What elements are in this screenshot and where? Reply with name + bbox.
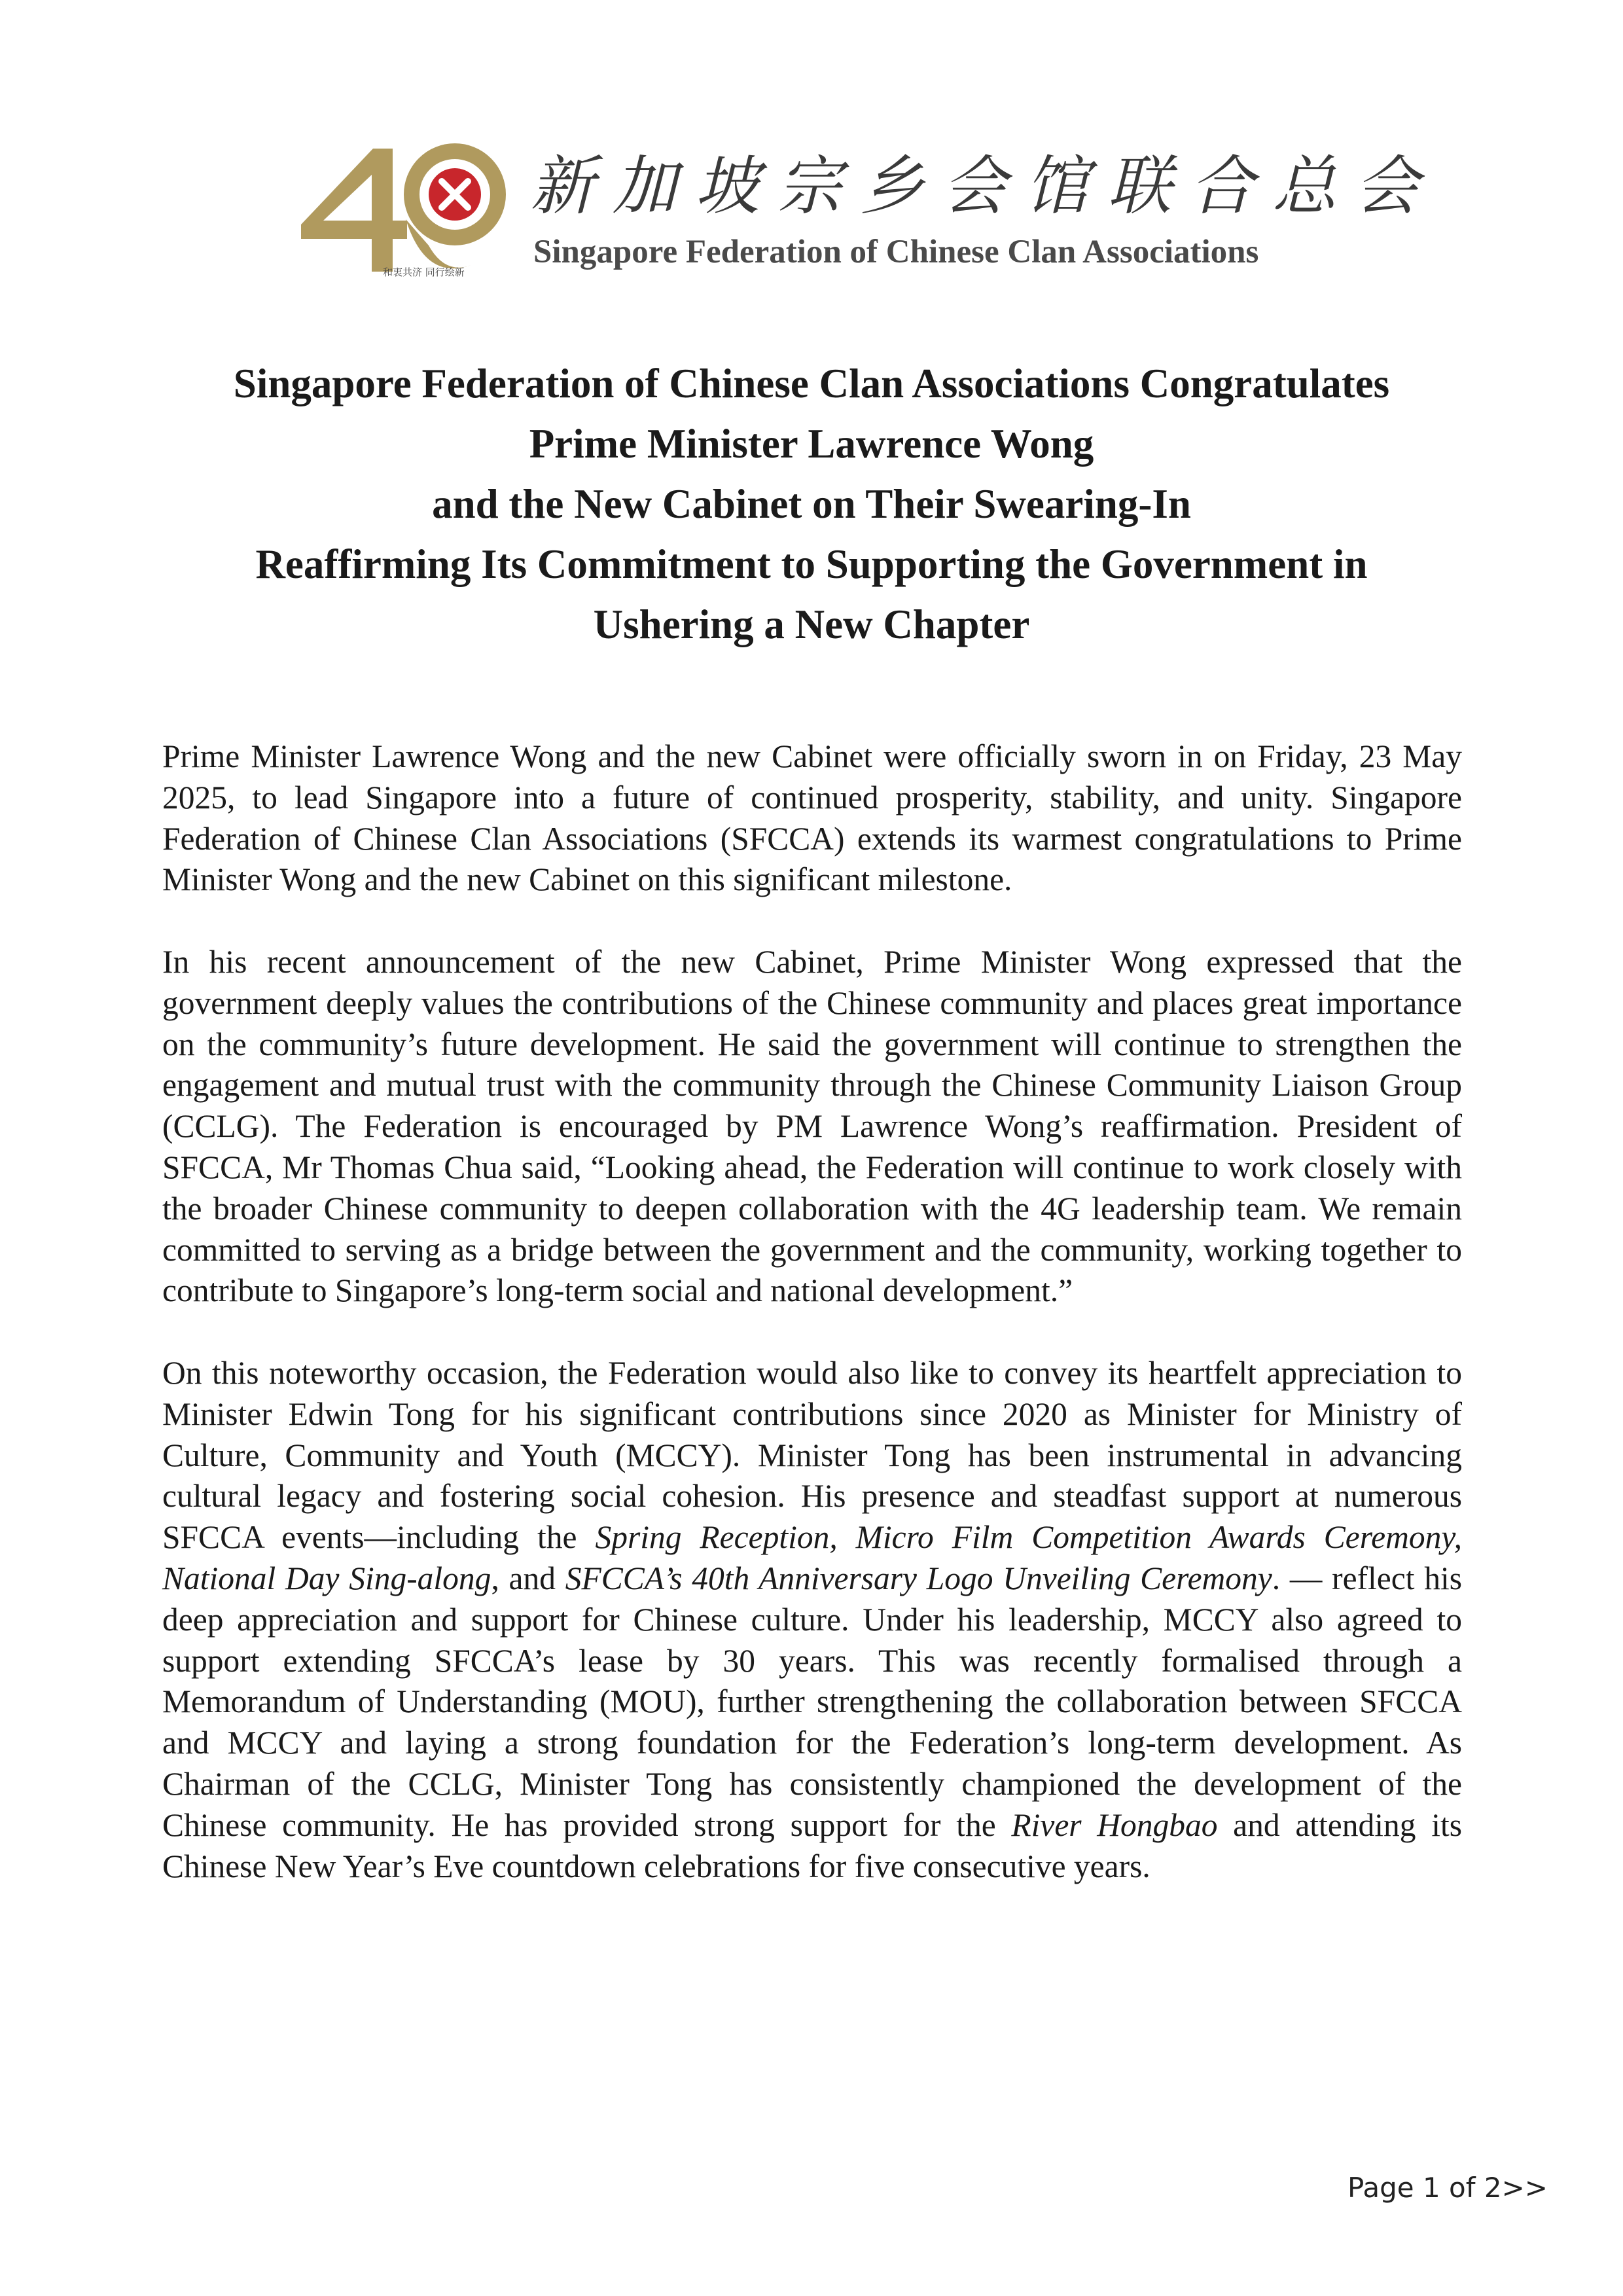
paragraph-1: Prime Minister Lawrence Wong and the new Cabinet were officially sworn in on Friday, 23 May 2025, to lead Singapore into a future of continued prosperity, stability, and unity. Singapore Federation of Chinese Clan Associations (SFCCA) extends its warmest congratulations to Prime Minister Wong and the new Cabinet on this significant milestone. [162, 738, 1462, 898]
page-indicator: Page 1 of 2>> [1347, 2172, 1548, 2204]
logo-english-name: Singapore Federation of Chinese Clan Associations [533, 234, 1259, 270]
logo-chinese-name: 新加坡宗乡会馆联合总会 [530, 149, 1438, 224]
paragraph-3 [162, 1353, 1462, 1887]
title-line-1: Singapore Federation of Chinese Clan Associations Congratulates [233, 361, 1390, 406]
event-names-italic: Spring Reception, Micro Film Competition Awards Ceremony, National Day Sing-along [162, 1519, 1462, 1596]
river-hongbao-italic: River Hongbao [1011, 1806, 1218, 1843]
gold-four-glyph [301, 149, 407, 272]
press-release-title [118, 353, 1505, 655]
title-line-5: Ushering a New Chapter [593, 601, 1030, 647]
title-line-4: Reaffirming Its Commitment to Supporting the Government in [255, 541, 1368, 587]
paragraph-2: In his recent announcement of the new Cabinet, Prime Minister Wong expressed that the government deeply values the contributions of the Chinese community and places great importance on the community’s future development. He said the government will continue to strengthen the engagement and mutual trust with the community through the Chinese Community Liaison Group (CCLG). The Federation is encouraged by PM Lawrence Wong’s reaffirmation. President of SFCCA, Mr Thomas Chua said, “Looking ahead, the Federation will continue to work closely with the broader Chinese community to deepen collaboration with the 4G leadership team. We remain committed to serving as a bridge between the government and the community, working together to contribute to Singapore’s long-term social and national development.” [162, 943, 1462, 1309]
paragraph-3-text: , and [491, 1560, 565, 1596]
ceremony-name-italic: SFCCA’s 40th Anniversary Logo Unveiling Ceremony [565, 1560, 1272, 1596]
paragraph-3-text: On this noteworthy occasion, the Federation would also like to convey its heartfelt appreciation to Minister Edwin Tong for his significant contributions since 2020 as Minister for Ministry of Culture, Community and Youth (MCCY). Minister Tong has been instrumental in advancing cultural legacy and fostering social cohesion. His presence and steadfast support at numerous SFCCA events—including the [162, 1354, 1462, 1556]
logo-tagline: 和衷共济 同行绘新 [383, 266, 465, 278]
press-release-body [162, 736, 1462, 1928]
federation-logo [294, 141, 1438, 291]
title-line-2: Prime Minister Lawrence Wong [529, 421, 1094, 467]
paragraph-3-text: and attending its Chinese New Year’s Eve countdown celebrations for five consecutive years. [162, 1806, 1462, 1884]
paragraph-3-text: . — reflect his deep appreciation and support for Chinese culture. Under his leadership, MCCY also agreed to support extending SFCCA’s lease by 30 years. This was recently formalised through a Memorandum of Understanding (MOU), further strengthening the collaboration between SFCCA and MCCY and laying a strong foundation for the Federation’s long-term development. As Chairman of the CCLG, Minister Tong has consistently championed the development of the Chinese community. He has provided strong support for the [162, 1560, 1462, 1843]
title-line-3: and the New Cabinet on Their Swearing-In [432, 481, 1191, 527]
